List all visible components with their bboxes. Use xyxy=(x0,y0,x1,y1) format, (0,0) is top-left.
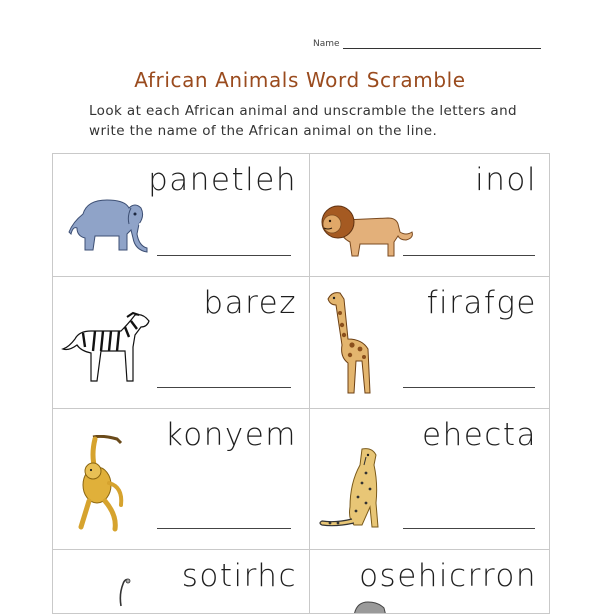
name-line[interactable] xyxy=(343,38,541,49)
name-field[interactable] xyxy=(313,38,541,49)
puzzle-cell xyxy=(310,550,550,614)
scrambled-word: panetleh xyxy=(148,162,297,198)
scrambled-word: firafge xyxy=(426,285,537,321)
lion-icon xyxy=(316,202,416,260)
answer-line[interactable] xyxy=(403,255,535,256)
puzzle-cell xyxy=(310,277,550,409)
zebra-icon xyxy=(61,311,155,385)
ostrich-icon xyxy=(115,576,135,614)
scrambled-word: ehecta xyxy=(422,417,537,453)
worksheet-title: African Animals Word Scramble xyxy=(134,68,466,92)
instructions: Look at each African animal and unscramble the letters and write the name of the African animal on the line. xyxy=(89,103,518,139)
puzzle-cell xyxy=(310,409,550,550)
scrambled-word: osehicrron xyxy=(359,558,537,594)
scrambled-word: sotirhc xyxy=(181,558,297,594)
puzzle-cell xyxy=(53,550,310,614)
elephant-icon xyxy=(65,194,151,258)
answer-line[interactable] xyxy=(403,528,535,529)
answer-line[interactable] xyxy=(403,387,535,388)
answer-line[interactable] xyxy=(157,387,291,388)
scrambled-word: barez xyxy=(203,285,297,321)
scrambled-word: konyem xyxy=(164,417,297,453)
cheetah-icon xyxy=(316,443,386,533)
puzzle-cell xyxy=(53,409,310,550)
puzzle-cell xyxy=(53,154,310,277)
puzzle-cell xyxy=(310,154,550,277)
answer-line[interactable] xyxy=(157,255,291,256)
rhinoceros-icon xyxy=(350,592,390,614)
name-label: Name xyxy=(313,39,340,49)
giraffe-icon xyxy=(322,289,378,397)
puzzle-cell xyxy=(53,277,310,409)
monkey-icon xyxy=(73,435,135,539)
scrambled-word: inol xyxy=(475,162,537,198)
puzzle-grid xyxy=(52,153,550,614)
answer-line[interactable] xyxy=(157,528,291,529)
